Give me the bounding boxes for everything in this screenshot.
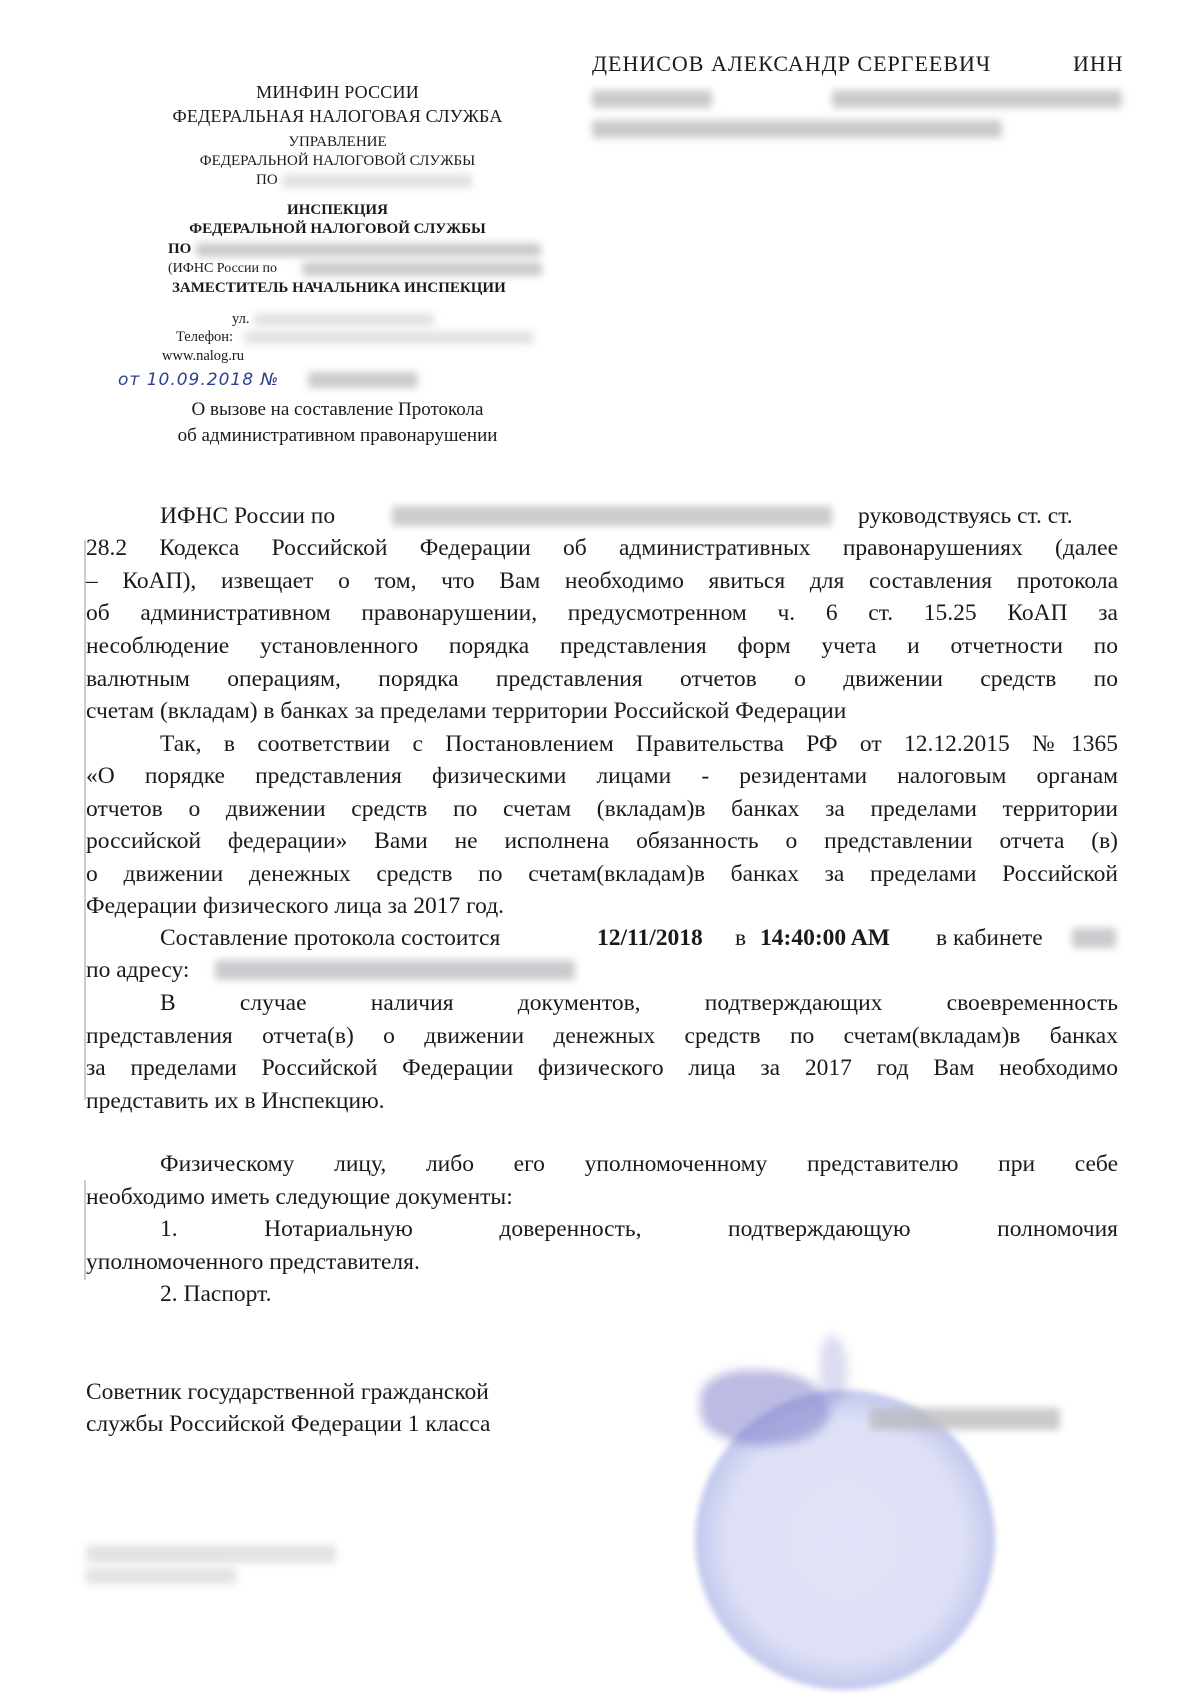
- list-item-2: 2. Паспорт.: [160, 1281, 272, 1307]
- signature-mark: [700, 1370, 830, 1445]
- header-inspection-line3: ПО: [168, 241, 192, 257]
- header-website: www.nalog.ru: [162, 348, 245, 364]
- redacted-region: [215, 960, 575, 980]
- header-ifns-short: (ИФНС России по: [168, 261, 277, 276]
- p1-line4: об административном правонарушении, предусмотренном ч. 6 ст. 15.25 КоАП за: [86, 600, 1118, 626]
- redacted-signer-name: [870, 1408, 1060, 1430]
- subject-line2: об административном правонарушении: [177, 425, 498, 446]
- recipient-name: ДЕНИСОВ АЛЕКСАНДР СЕРГЕЕВИЧ: [592, 51, 992, 76]
- p2-line3: отчетов о движении средств по счетам (вкладам)в банках за пределами территории: [86, 796, 1118, 822]
- p2-line1: Так, в соответствии с Постановлением Правительства РФ от 12.12.2015 №1365: [160, 731, 1118, 757]
- redacted-region: [302, 262, 542, 276]
- redacted-region: [832, 90, 1122, 108]
- p5-line1: Физическому лицу, либо его уполномоченному представителю при себе: [160, 1151, 1118, 1177]
- redacted-region: [308, 372, 418, 388]
- redacted-executor-phone: [86, 1568, 236, 1584]
- p2-line4: российской федерации» Вами не исполнена обязанность о представлении отчета (в): [86, 828, 1118, 854]
- p4-line4: представить их в Инспекцию.: [86, 1088, 385, 1114]
- p1-line3: – КоАП), извещает о том, что Вам необходимо явиться для составления протокола: [86, 568, 1118, 594]
- p3-cabinet: в кабинете: [936, 925, 1043, 951]
- header-ministry: МИНФИН РОССИИ: [256, 82, 419, 102]
- handwritten-date: от 10.09.2018 №: [118, 370, 280, 390]
- signature-mark: [820, 1335, 848, 1405]
- p5-line2: необходимо иметь следующие документы:: [86, 1184, 513, 1210]
- p1-line2: 28.2 Кодекса Российской Федерации об административных правонарушениях (далее: [86, 535, 1118, 561]
- margin-mark: [84, 540, 86, 1100]
- signature-title-line1: Советник государственной гражданской: [86, 1379, 489, 1405]
- margin-mark: [84, 1180, 86, 1280]
- redacted-region: [392, 506, 832, 526]
- p3-address: по адресу:: [86, 957, 190, 983]
- p1-line7: счетам (вкладам) в банках за пределами территории Российской Федерации: [86, 698, 847, 724]
- list-item-1-line1: 1. Нотариальную доверенность, подтверждающую полномочия: [160, 1216, 1118, 1242]
- p2-line5: о движении денежных средств по счетам(вкладам)в банках за пределами Российской: [86, 861, 1118, 887]
- p3-date: 12/11/2018: [597, 925, 703, 951]
- header-deputy: ЗАМЕСТИТЕЛЬ НАЧАЛЬНИКА ИНСПЕКЦИИ: [172, 280, 506, 296]
- p1-line5: несоблюдение установленного порядка представления форм учета и отчетности по: [86, 633, 1118, 659]
- redacted-region: [282, 174, 472, 188]
- redacted-region: [244, 331, 534, 344]
- header-dept-line1: УПРАВЛЕНИЕ: [288, 134, 387, 150]
- p3-time: 14:40:00 AM: [760, 925, 890, 951]
- header-dept-line2: ФЕДЕРАЛЬНОЙ НАЛОГОВОЙ СЛУЖБЫ: [199, 153, 476, 169]
- recipient-inn-label: ИНН: [1073, 51, 1124, 76]
- redacted-region: [254, 313, 434, 326]
- p4-line3: за пределами Российской Федерации физического лица за 2017 год Вам необходимо: [86, 1055, 1118, 1081]
- subject-line1: О вызове на составление Протокола: [191, 399, 484, 420]
- redacted-region: [1072, 928, 1116, 948]
- redacted-executor: [86, 1545, 336, 1563]
- header-dept-line3: ПО: [256, 172, 278, 188]
- p2-line2: «О порядке представления физическими лицами - резидентами налоговым органам: [86, 763, 1118, 789]
- redacted-region: [196, 243, 541, 257]
- p4-line2: представления отчета(в) о движении денежных средств по счетам(вкладам)в банках: [86, 1023, 1118, 1049]
- signature-title-line2: службы Российской Федерации 1 класса: [86, 1411, 491, 1437]
- list-item-1-line2: уполномоченного представителя.: [86, 1249, 420, 1275]
- header-phone: Телефон:: [176, 329, 234, 345]
- header-street: ул.: [232, 311, 250, 327]
- p2-line6: Федерации физического лица за 2017 год.: [86, 893, 505, 919]
- p3-text-a: Составление протокола состоится: [160, 925, 501, 951]
- p1-line1-b: руководствуясь ст. ст.: [858, 503, 1073, 529]
- header-inspection-line2: ФЕДЕРАЛЬНОЙ НАЛОГОВОЙ СЛУЖБЫ: [189, 221, 486, 237]
- p1-line6: валютным операциям, порядка представления отчетов о движении средств по: [86, 666, 1118, 692]
- redacted-region: [592, 120, 1002, 138]
- header-inspection-line1: ИНСПЕКЦИЯ: [287, 202, 388, 218]
- header-service: ФЕДЕРАЛЬНАЯ НАЛОГОВАЯ СЛУЖБА: [172, 106, 503, 126]
- p4-line1: В случае наличия документов, подтверждающих своевременность: [160, 990, 1118, 1016]
- p1-line1-a: ИФНС России по: [160, 503, 336, 529]
- redacted-region: [592, 90, 712, 108]
- p3-in: в: [735, 925, 747, 951]
